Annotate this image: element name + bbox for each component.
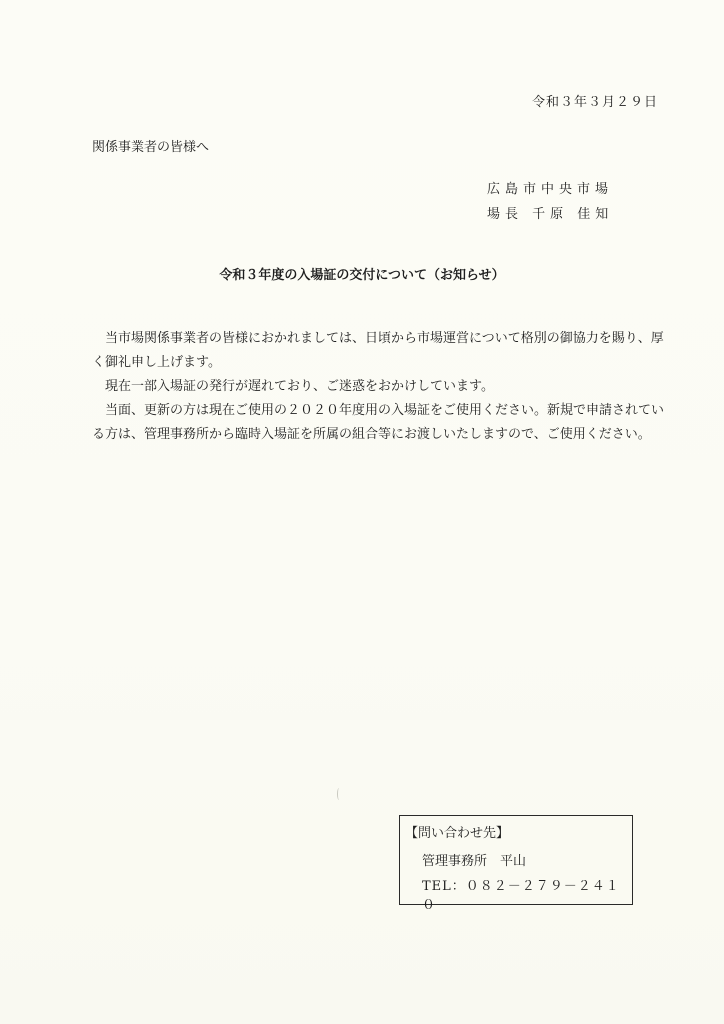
contact-heading: 【問い合わせ先】	[405, 826, 510, 841]
paragraph-delay-notice: 現在一部入場証の発行が遅れており、ご迷惑をおかけしています。	[105, 379, 494, 394]
recipient-line: 関係事業者の皆様へ	[92, 140, 210, 155]
body-text	[92, 327, 672, 447]
document-title: 令和３年度の入場証の交付について（お知らせ）	[219, 268, 505, 283]
scan-artifact	[337, 788, 341, 800]
contact-box	[399, 815, 633, 913]
paragraph-instructions: 当面、更新の方は現在ご使用の２０２０年度用の入場証をご使用ください。新規で申請されている方は、管理事務所から臨時入場証を所属の組合等にお渡しいたしますので、ご使用ください。	[92, 403, 665, 442]
sender-name: 場長 千原 佳知	[487, 207, 614, 222]
issue-date: 令和３年３月２９日	[531, 95, 658, 110]
paragraph-greeting: 当市場関係事業者の皆様におかれましては、日頃から市場運営について格別の御協力を賜り、厚く御礼申し上げます。	[92, 331, 664, 370]
sender-organization: 広島市中央市場	[487, 182, 614, 197]
contact-office: 管理事務所 平山	[422, 854, 527, 869]
contact-phone: TEL：０８２－２７９－２４１０	[422, 879, 620, 913]
